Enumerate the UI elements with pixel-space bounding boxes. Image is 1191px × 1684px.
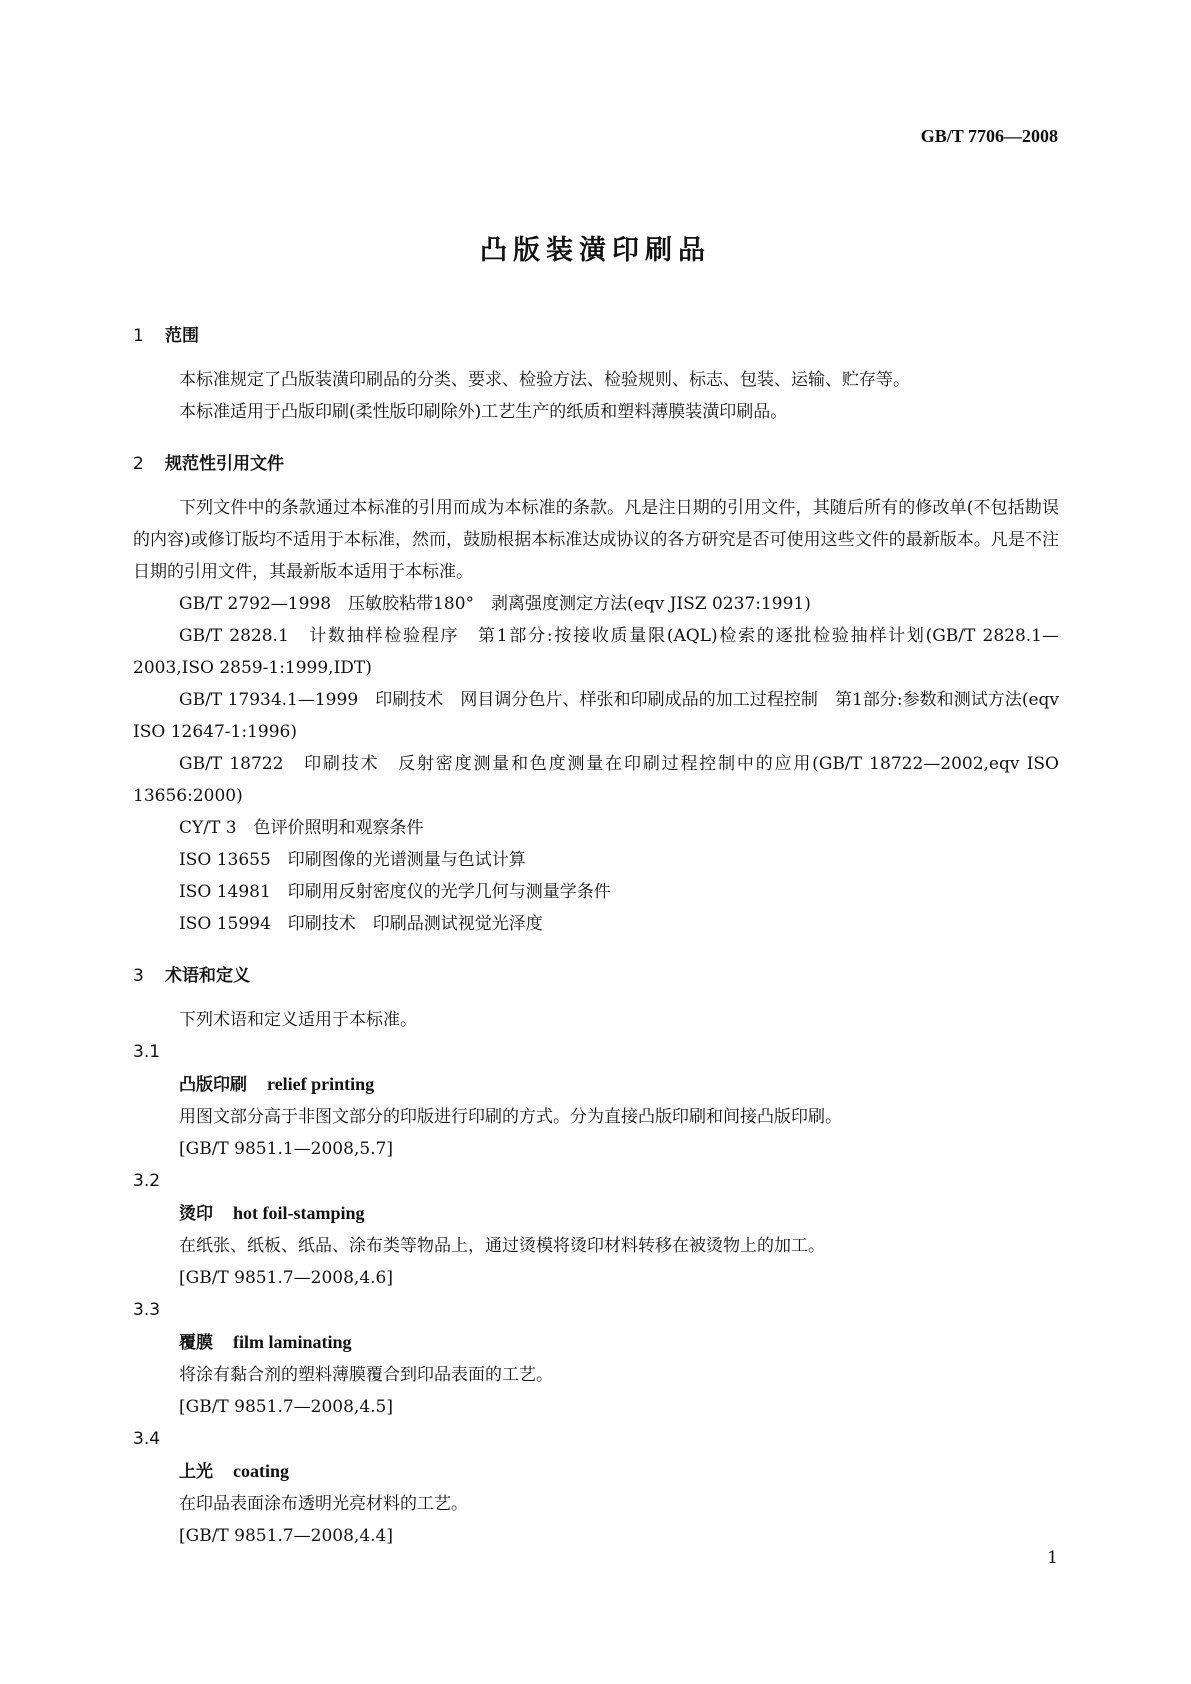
term-name	[133, 1455, 1059, 1488]
section-scope	[133, 320, 1059, 428]
term-chinese: 凸版印刷	[179, 1075, 247, 1095]
reference-item: GB/T 2792—1998 压敏胶粘带180° 剥离强度测定方法(eqv JISZ 0237:1991)	[179, 594, 811, 614]
term-number: 3.4	[133, 1429, 161, 1449]
term-name	[133, 1068, 1059, 1101]
paragraph: 本标准适用于凸版印刷(柔性版印刷除外)工艺生产的纸质和塑料薄膜装潢印刷品。	[179, 402, 788, 422]
term-number: 3.3	[133, 1300, 161, 1320]
term-source: [GB/T 9851.7—2008,4.4]	[179, 1526, 393, 1546]
term-source: [GB/T 9851.7—2008,4.6]	[179, 1268, 393, 1288]
term-entry	[133, 1294, 1059, 1423]
section-heading	[133, 320, 1059, 352]
term-definition: 将涂有黏合剂的塑料薄膜覆合到印品表面的工艺。	[179, 1365, 553, 1385]
term-source: [GB/T 9851.7—2008,4.5]	[179, 1397, 393, 1417]
section-number: 2	[133, 454, 144, 474]
section-title: 范围	[165, 326, 199, 346]
document-body	[133, 320, 1059, 1552]
section-title: 规范性引用文件	[165, 454, 284, 474]
reference-item: GB/T 2828.1 计数抽样检验程序 第1部分:按接收质量限(AQL)检索的逐批检验抽样计划(GB/T 2828.1—2003,ISO 2859-1:1999,IDT)	[133, 626, 1059, 678]
reference-item: CY/T 3 色评价照明和观察条件	[179, 818, 424, 838]
term-entry	[133, 1423, 1059, 1552]
standard-code: GB/T 7706—2008	[920, 126, 1058, 146]
paragraph: 本标准规定了凸版装潢印刷品的分类、要求、检验方法、检验规则、标志、包装、运输、贮存等。	[179, 370, 910, 390]
term-definition: 在印品表面涂布透明光亮材料的工艺。	[179, 1494, 468, 1514]
term-name	[133, 1197, 1059, 1230]
term-definition: 用图文部分高于非图文部分的印版进行印刷的方式。分为直接凸版印刷和间接凸版印刷。	[179, 1107, 842, 1127]
reference-item: ISO 15994 印刷技术 印刷品测试视觉光泽度	[179, 914, 543, 934]
section-heading	[133, 448, 1059, 480]
term-entry	[133, 1165, 1059, 1294]
term-source: [GB/T 9851.1—2008,5.7]	[179, 1139, 393, 1159]
term-number: 3.1	[133, 1042, 161, 1062]
term-number: 3.2	[133, 1171, 161, 1191]
page-number: 1	[1047, 1548, 1058, 1568]
term-english: coating	[233, 1461, 289, 1481]
paragraph: 下列文件中的条款通过本标准的引用而成为本标准的条款。凡是注日期的引用文件，其随后所有的修改单(不包括勘误的内容)或修订版均不适用于本标准，然而，鼓励根据本标准达成协议的各方研究是否可使用这些文件的最新版本。凡是不注日期的引用文件，其最新版本适用于本标准。	[133, 498, 1059, 582]
reference-item: GB/T 18722 印刷技术 反射密度测量和色度测量在印刷过程控制中的应用(GB/T 18722—2002,eqv ISO 13656:2000)	[133, 754, 1059, 806]
section-heading	[133, 960, 1059, 992]
term-chinese: 烫印	[179, 1204, 213, 1224]
section-number: 3	[133, 966, 144, 986]
term-english: film laminating	[233, 1332, 352, 1352]
term-chinese: 上光	[179, 1462, 213, 1482]
term-english: relief printing	[267, 1074, 375, 1094]
term-definition: 在纸张、纸板、纸品、涂布类等物品上，通过烫模将烫印材料转移在被烫物上的加工。	[179, 1236, 825, 1256]
reference-item: GB/T 17934.1—1999 印刷技术 网目调分色片、样张和印刷成品的加工过程控制 第1部分:参数和测试方法(eqv ISO 12647-1:1996)	[133, 690, 1059, 742]
reference-item: ISO 14981 印刷用反射密度仪的光学几何与测量学条件	[179, 882, 611, 902]
section-normative-references	[133, 448, 1059, 940]
term-english: hot foil-stamping	[233, 1203, 365, 1223]
term-entry	[133, 1036, 1059, 1165]
section-terms-and-definitions	[133, 960, 1059, 1552]
paragraph: 下列术语和定义适用于本标准。	[179, 1010, 417, 1030]
term-name	[133, 1326, 1059, 1359]
section-number: 1	[133, 326, 144, 346]
term-chinese: 覆膜	[179, 1333, 213, 1353]
document-title: 凸版装潢印刷品	[480, 235, 711, 266]
reference-item: ISO 13655 印刷图像的光谱测量与色试计算	[179, 850, 526, 870]
section-title: 术语和定义	[165, 966, 250, 986]
